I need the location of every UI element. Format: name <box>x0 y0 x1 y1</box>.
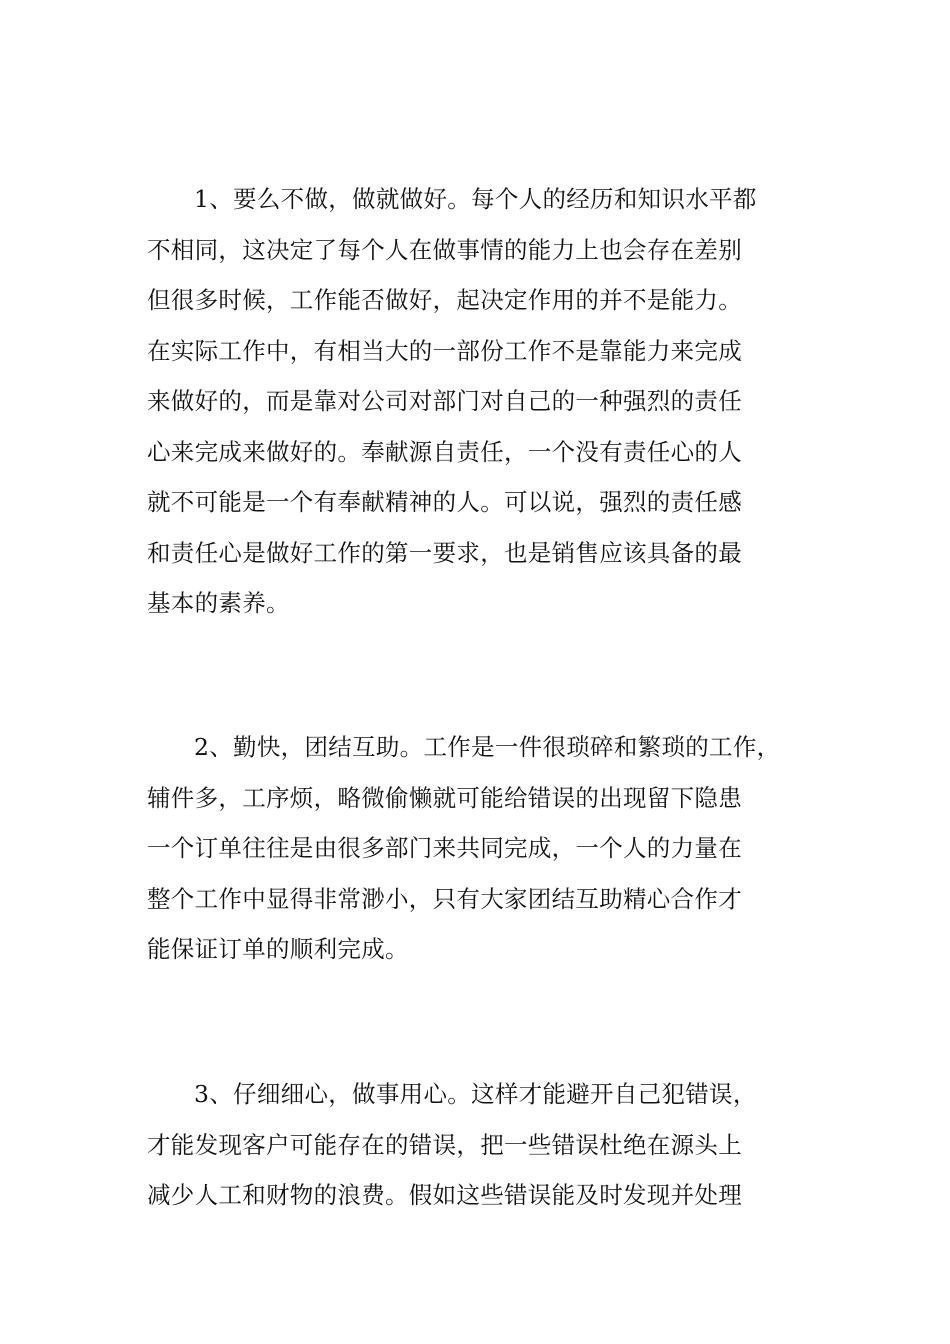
paragraph-2 <box>147 722 817 975</box>
paragraph-line: 不相同，这决定了每个人在做事情的能力上也会存在差别 <box>147 235 742 264</box>
paragraph-3 <box>147 1069 817 1221</box>
paragraph-line: 2、勤快，团结互助。工作是一件很琐碎和繁琐的工作， <box>194 733 781 761</box>
paragraph-line: 能保证订单的顺利完成。 <box>147 935 409 963</box>
paragraph-line: 就不可能是一个有奉献精神的人。可以说，强烈的责任感 <box>147 488 742 516</box>
paragraph-line: 1、要么不做，做就做好。每个人的经历和知识水平都 <box>194 185 757 213</box>
paragraph-line: 在实际工作中，有相当大的一部份工作不是靠能力来完成 <box>147 336 742 365</box>
paragraph-1 <box>147 174 817 629</box>
paragraph-line: 一个订单往往是由很多部门来共同完成，一个人的力量在 <box>147 834 742 862</box>
paragraph-line: 心来完成来做好的。奉献源自责任，一个没有责任心的人 <box>147 437 742 466</box>
paragraph-line: 但很多时候，工作能否做好，起决定作用的并不是能力。 <box>147 286 742 314</box>
paragraph-line: 辅件多，工序烦，略微偷懒就可能给错误的出现留下隐患 <box>147 783 742 812</box>
paragraph-line: 减少人工和财物的浪费。假如这些错误能及时发现并处理 <box>147 1181 742 1209</box>
paragraph-line: 来做好的，而是靠对公司对部门对自己的一种强烈的责任 <box>147 387 742 415</box>
paragraph-line: 整个工作中显得非常渺小，只有大家团结互助精心合作才 <box>147 884 742 913</box>
paragraph-line: 才能发现客户可能存在的错误，把一些错误杜绝在源头上 <box>147 1130 742 1159</box>
paragraph-line: 基本的素养。 <box>147 589 290 617</box>
paragraph-line: 3、仔细细心，做事用心。这样才能避开自己犯错误， <box>194 1080 757 1108</box>
paragraph-line: 和责任心是做好工作的第一要求，也是销售应该具备的最 <box>147 538 742 567</box>
